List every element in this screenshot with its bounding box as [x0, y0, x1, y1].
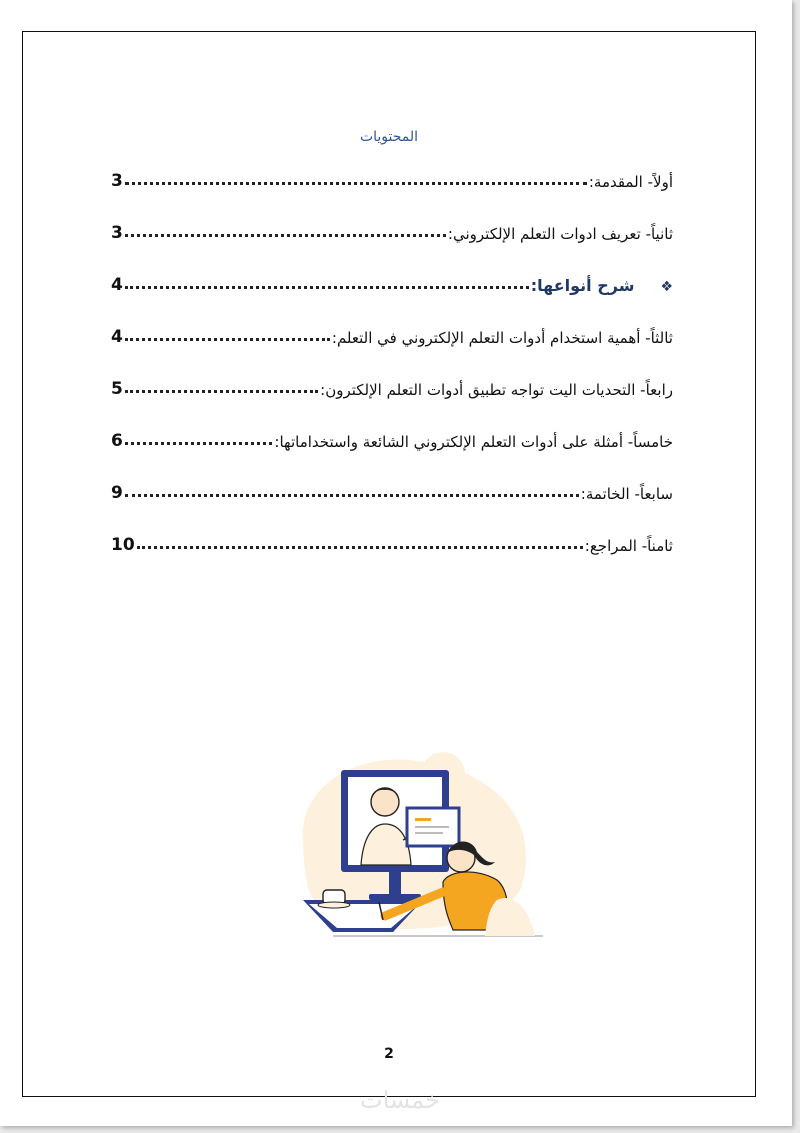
toc-entry-label: ثالثاً- أهمية استخدام أدوات التعلم الإلكتروني في التعلم: [331, 329, 673, 347]
toc-entry-references[interactable] [111, 525, 673, 555]
toc-entry-label: سابعاً- الخاتمة: [580, 485, 673, 503]
toc-entry-label: أولاً- المقدمة: [588, 173, 673, 191]
toc-entry-page: 6 [111, 431, 123, 451]
toc-title: المحتويات [359, 129, 419, 145]
toc-entry-page: 5 [111, 379, 123, 399]
page-border [22, 31, 756, 1097]
toc-entry-introduction[interactable] [111, 161, 673, 191]
toc-entry-label: ثانياً- تعريف ادوات التعلم الإلكتروني: [447, 225, 673, 243]
toc-entry-label: ثامناً- المراجع: [584, 537, 673, 555]
toc-entry-challenges[interactable] [111, 369, 673, 399]
toc-entry-page: 3 [111, 223, 123, 243]
toc-leader-dots [125, 386, 318, 393]
toc-leader-dots [125, 230, 446, 237]
toc-entry-page: 4 [111, 327, 123, 347]
online-learning-illustration-icon [273, 732, 543, 942]
toc-entry-page: 10 [111, 535, 135, 555]
toc-entry-definition[interactable] [111, 213, 673, 243]
diamond-bullet-icon: ❖ [660, 279, 673, 295]
page-number: 2 [384, 1046, 394, 1062]
toc-entry-examples[interactable] [111, 421, 673, 451]
toc-leader-dots [125, 438, 273, 445]
toc-entry-types[interactable] [111, 265, 673, 295]
toc-leader-dots [125, 178, 587, 185]
toc-leader-dots [125, 334, 330, 341]
toc-entry-label: شرح أنواعها: [530, 276, 635, 295]
toc-entry-page: 9 [111, 483, 123, 503]
toc-entry-label: خامساً- أمثلة على أدوات التعلم الإلكتروني الشائعة واستخداماتها: [274, 433, 673, 451]
toc-leader-dots [125, 490, 579, 497]
toc-leader-dots [137, 542, 583, 549]
toc-entry-page: 3 [111, 171, 123, 191]
toc-entry-page: 4 [111, 275, 123, 295]
toc-entry-label: رابعاً- التحديات اليت تواجه تطبيق أدوات التعلم الإلكترون: [320, 381, 673, 399]
toc-entry-importance[interactable] [111, 317, 673, 347]
watermark: خمسات [359, 1086, 441, 1114]
toc-entry-conclusion[interactable] [111, 473, 673, 503]
toc-leader-dots [125, 282, 529, 289]
